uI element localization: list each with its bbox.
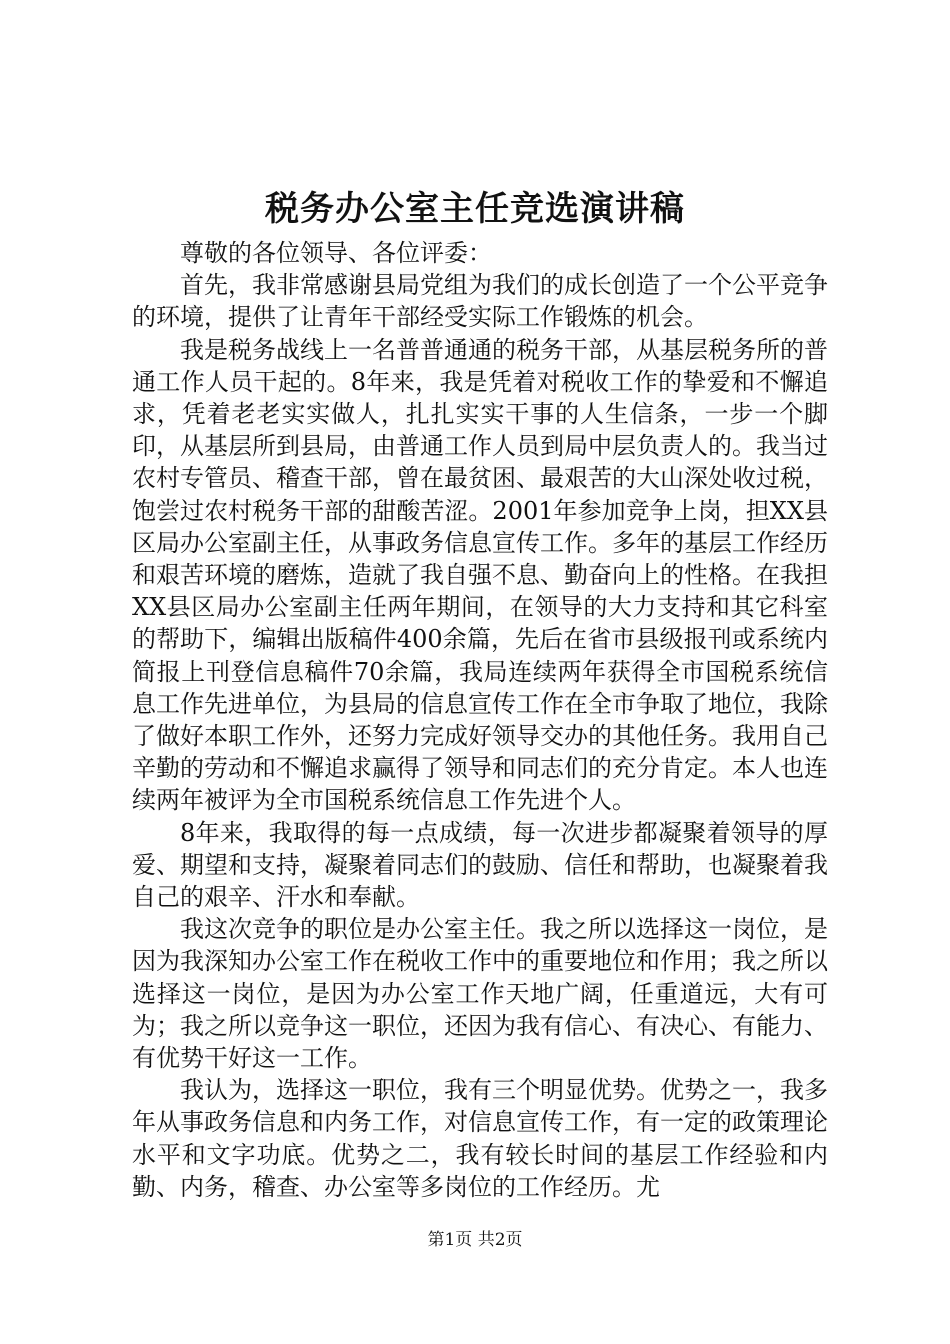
page-footer: 第1页 共2页 xyxy=(427,1230,523,1250)
paragraph-achievements: 8年来，我取得的每一点成绩，每一次进步都凝聚着领导的厚爱、期望和支持，凝聚着同志们的鼓励、信任和帮助，也凝聚着我自己的艰辛、汗水和奉献。 xyxy=(132,818,828,912)
document-title: 税务办公室主任竞选演讲稿 xyxy=(265,189,685,229)
paragraph-thanks: 首先，我非常感谢县局党组为我们的成长创造了一个公平竞争的环境，提供了让青年干部经受实际工作锻炼的机会。 xyxy=(132,271,828,332)
paragraph-position: 我这次竞争的职位是办公室主任。我之所以选择这一岗位，是因为我深知办公室工作在税收工作中的重要地位和作用；我之所以选择这一岗位，是因为办公室工作天地广阔，任重道远，大有可为；我之所以竞争这一职位，还因为我有信心、有决心、有能力、有优势干好这一工作。 xyxy=(132,915,828,1073)
paragraph-salutation: 尊敬的各位领导、各位评委： xyxy=(180,239,492,267)
document-body xyxy=(132,237,828,1203)
paragraph-background: 我是税务战线上一名普普通通的税务干部，从基层税务所的普通工作人员干起的。8年来，我是凭着对税收工作的挚爱和不懈追求，凭着老老实实做人，扎扎实实干事的人生信条，一步一个脚印，从基层所到县局，由普通工作人员到局中层负责人的。我当过农村专管员、稽查干部，曾在最贫困、最艰苦的大山深处收过税，饱尝过农村税务干部的甜酸苦涩。2001年参加竞争上岗，担XX县区局办公室副主任，从事政务信息宣传工作。多年的基层工作经历和艰苦环境的磨炼，造就了我自强不息、勤奋向上的性格。在我担XX县区局办公室副主任两年期间，在领导的大力支持和其它科室的帮助下，编辑出版稿件400余篇，先后在省市县级报刊或系统内简报上刊登信息稿件70余篇，我局连续两年获得全市国税系统信息工作先进单位，为县局的信息宣传工作在全市争取了地位，我除了做好本职工作外，还努力完成好领导交办的其他任务。我用自己辛勤的劳动和不懈追求赢得了领导和同志们的充分肯定。本人也连续两年被评为全市国税系统信息工作先进个人。 xyxy=(132,335,828,815)
paragraph-advantages: 我认为，选择这一职位，我有三个明显优势。优势之一，我多年从事政务信息和内务工作，对信息宣传工作，有一定的政策理论水平和文字功底。优势之二，我有较长时间的基层工作经验和内勤、内务，稽查、办公室等多岗位的工作经历。尤 xyxy=(132,1076,828,1201)
